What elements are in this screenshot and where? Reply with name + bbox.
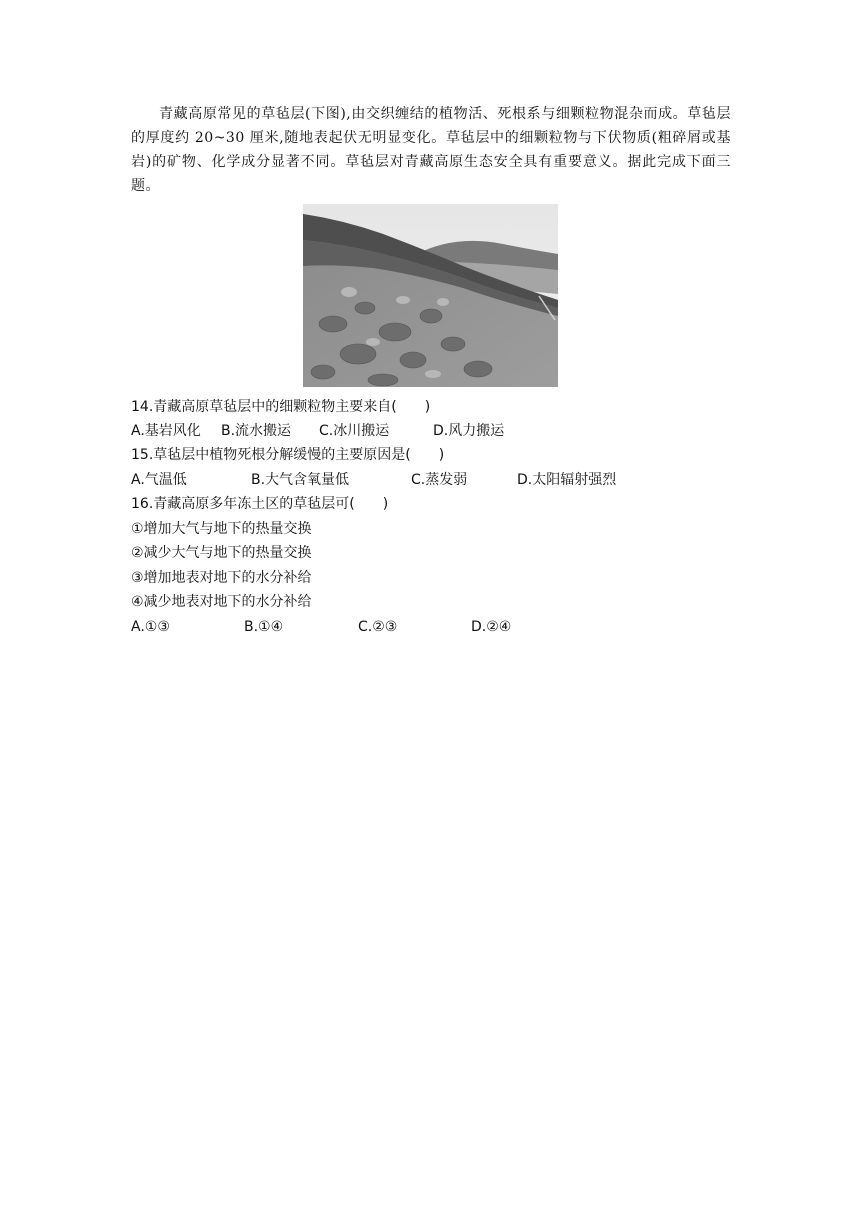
option-d: D.②④ [471, 619, 512, 635]
option-d: D.太阳辐射强烈 [517, 472, 617, 488]
intro-text: 青藏高原常见的草毡层(下图),由交织缠结的植物活、死根系与细颗粒物混杂而成。草毡层的厚度约 20~30 厘米,随地表起伏无明显变化。草毡层中的细颗粒物与下伏物质(粗碎屑或基岩)的矿物、化学成分显著不同。草毡层对青藏高原生态安全具有重要意义。据此完成下面三题。 [131, 106, 731, 194]
question-14-stem: 14.青藏高原草毡层中的细颗粒物主要来自( ) [131, 399, 431, 415]
statement-2: ②减少大气与地下的热量交换 [131, 545, 312, 561]
option-b: B.①④ [244, 619, 284, 635]
option-a: A.气温低 [131, 472, 187, 488]
option-a: A.①③ [131, 619, 170, 635]
statement-1: ①增加大气与地下的热量交换 [131, 521, 312, 537]
option-c: C.②③ [358, 619, 398, 635]
grass-mat-layer-photo [303, 204, 558, 387]
option-d: D.风力搬运 [433, 423, 505, 439]
option-a: A.基岩风化 [131, 423, 201, 439]
option-c: C.蒸发弱 [411, 472, 468, 488]
statement-3: ③增加地表对地下的水分补给 [131, 570, 312, 586]
statement-4: ④减少地表对地下的水分补给 [131, 594, 312, 610]
question-16-stem: 16.青藏高原多年冻土区的草毡层可( ) [131, 496, 389, 512]
intro-passage [131, 102, 731, 198]
option-b: B.大气含氧量低 [251, 472, 350, 488]
question-15-stem: 15.草毡层中植物死根分解缓慢的主要原因是( ) [131, 447, 445, 463]
option-b: B.流水搬运 [221, 423, 292, 439]
photo-illustration [303, 204, 558, 387]
option-c: C.冰川搬运 [319, 423, 390, 439]
